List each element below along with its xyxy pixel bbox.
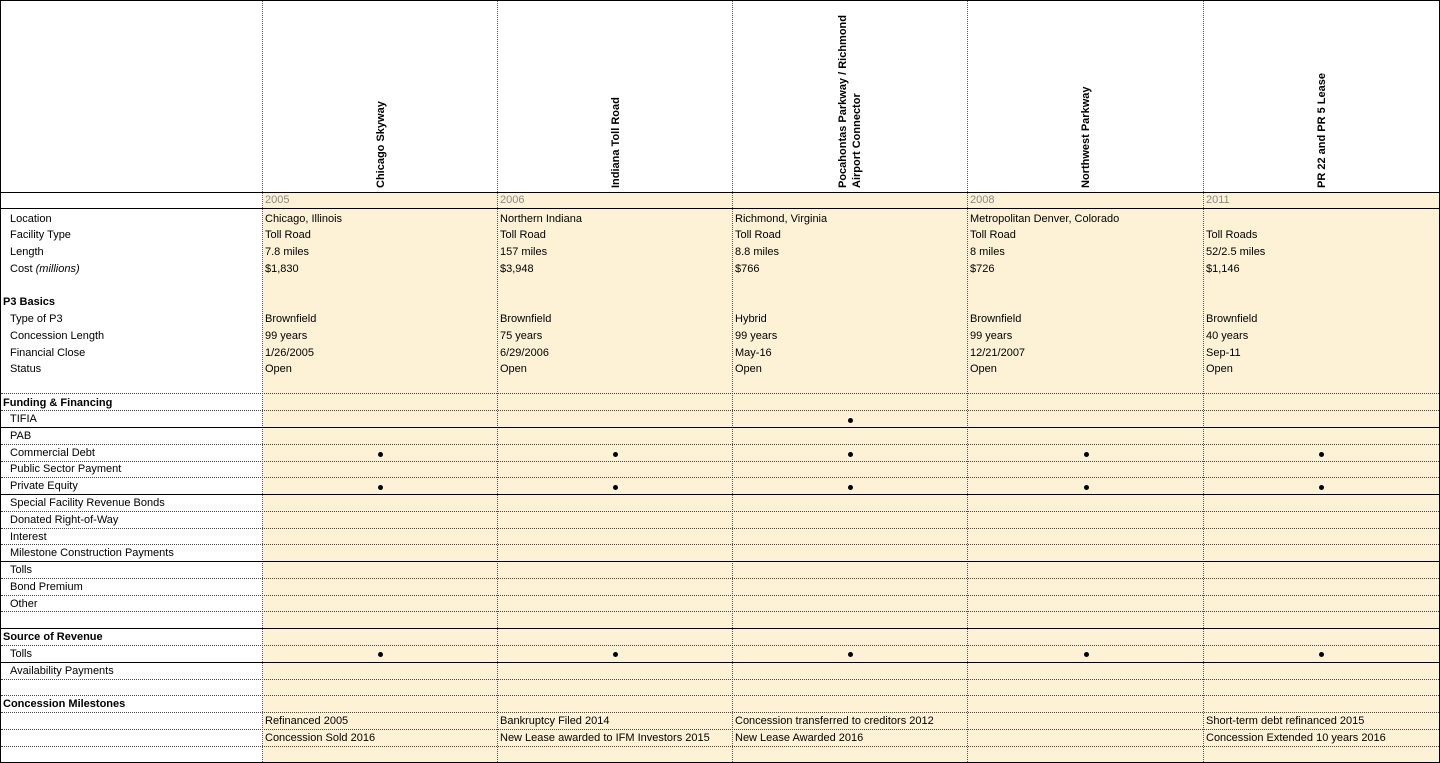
row-label-funding-item: Interest	[10, 530, 47, 543]
row-label-funding-item: Public Sector Payment	[10, 463, 122, 476]
row-divider	[1, 746, 1439, 747]
cell-length: 52/2.5 miles	[1206, 246, 1266, 258]
cell-facility-type: Toll Road	[735, 229, 781, 241]
row-divider	[1, 444, 1439, 445]
funding-marker	[613, 452, 618, 457]
funding-marker	[378, 452, 383, 457]
cell-status: Open	[1206, 363, 1233, 375]
row-divider	[1, 679, 1439, 680]
column-header-text: Northwest Parkway	[1080, 86, 1092, 188]
row-label-cost	[1, 261, 80, 277]
cell-length: 157 miles	[500, 246, 548, 258]
row-label-revenue-item: Availability Payments	[10, 665, 114, 677]
row-label-funding-item: Milestone Construction Payments	[10, 547, 174, 560]
funding-marker	[1319, 452, 1324, 457]
row-label-facility-type: Facility Type	[10, 229, 71, 241]
row-divider	[1, 628, 1439, 629]
cell-facility-type: Toll Roads	[1206, 229, 1258, 241]
row-label-revenue-item: Tolls	[10, 648, 33, 660]
cell-milestone: Concession transferred to creditors 2012	[735, 715, 934, 727]
cell-length: 8 miles	[970, 246, 1005, 258]
column-header	[263, 1, 498, 192]
row-divider	[1, 645, 1439, 646]
cell-milestone: Bankruptcy Filed 2014	[500, 715, 610, 727]
row-label-funding-item: Private Equity	[10, 480, 78, 493]
row-divider	[1, 427, 1439, 428]
cell-milestone: Short-term debt refinanced 2015	[1206, 715, 1365, 727]
cell-financial-close: Sep-11	[1206, 347, 1241, 359]
row-label-concession-length: Concession Length	[10, 330, 105, 342]
row-divider	[1, 410, 1439, 411]
row-divider	[1, 611, 1439, 612]
column-year: 2005	[265, 194, 290, 206]
column-year: 2008	[970, 194, 995, 206]
cell-cost: $1,146	[1206, 263, 1240, 275]
cell-facility-type: Toll Road	[265, 229, 311, 241]
cell-cost: $3,948	[500, 263, 534, 275]
cell-location: Chicago, Illinois	[265, 213, 343, 225]
column-header-text: Chicago Skyway	[374, 101, 387, 188]
cell-length: 8.8 miles	[735, 246, 780, 258]
section-p3-basics: P3 Basics	[3, 296, 55, 308]
column-header	[733, 1, 968, 192]
row-divider	[1, 561, 1439, 562]
row-divider	[1, 511, 1439, 512]
row-label-type-of-p3: Type of P3	[10, 313, 63, 325]
cell-status: Open	[500, 363, 527, 375]
row-divider	[1, 494, 1439, 495]
cell-p3-type: Brownfield	[1206, 313, 1258, 325]
column-header	[968, 1, 1204, 192]
row-label-funding-item: Commercial Debt	[10, 446, 95, 459]
row-divider	[1, 578, 1439, 579]
revenue-marker	[613, 652, 618, 657]
row-label-funding-item: PAB	[10, 429, 32, 442]
row-divider	[1, 393, 1439, 394]
revenue-marker	[378, 652, 383, 657]
cell-location: Metropolitan Denver, Colorado	[970, 213, 1120, 225]
column-header-text: PR 22 and PR 5 Lease	[1315, 73, 1328, 188]
row-label-funding-item: Other	[10, 597, 38, 610]
cell-milestone: Concession Sold 2016	[265, 732, 376, 744]
cell-concession-length: 99 years	[735, 330, 778, 342]
cell-p3-type: Brownfield	[265, 313, 317, 325]
cell-financial-close: May-16	[735, 347, 772, 359]
cell-p3-type: Brownfield	[970, 313, 1022, 325]
cell-facility-type: Toll Road	[500, 229, 546, 241]
row-label-financial-close: Financial Close	[10, 347, 86, 359]
column-header	[498, 1, 733, 192]
cell-cost: $726	[970, 263, 995, 275]
row-divider	[1, 695, 1439, 696]
cell-financial-close: 1/26/2005	[265, 347, 314, 359]
cell-location: Northern Indiana	[500, 213, 582, 225]
cell-status: Open	[265, 363, 292, 375]
column-year: 2006	[500, 194, 525, 206]
row-label-funding-item: Donated Right-of-Way	[10, 513, 119, 526]
row-divider	[1, 192, 1439, 193]
cell-facility-type: Toll Road	[970, 229, 1016, 241]
section-source-of-revenue: Source of Revenue	[3, 631, 103, 643]
row-label-funding-item: Special Facility Revenue Bonds	[10, 497, 165, 509]
revenue-marker	[848, 652, 853, 657]
cell-length: 7.8 miles	[265, 246, 310, 258]
row-label-funding-item: TIFIA	[10, 413, 37, 425]
cell-p3-type: Hybrid	[735, 313, 767, 325]
cell-financial-close: 6/29/2006	[500, 347, 549, 359]
funding-marker	[848, 418, 853, 423]
cell-concession-length: 99 years	[970, 330, 1013, 342]
row-divider	[1, 528, 1439, 529]
cell-milestone: Concession Extended 10 years 2016	[1206, 732, 1386, 744]
cell-status: Open	[735, 363, 762, 375]
row-divider	[1, 477, 1439, 478]
cell-cost: $766	[735, 263, 760, 275]
cell-status: Open	[970, 363, 997, 375]
row-label-cost-unit: (millions)	[35, 263, 80, 275]
column-header	[1204, 1, 1439, 192]
row-divider	[1, 544, 1439, 545]
row-divider	[1, 595, 1439, 596]
cell-milestone: New Lease awarded to IFM Investors 2015	[500, 732, 710, 744]
row-divider	[1, 208, 1439, 209]
cell-financial-close: 12/21/2007	[970, 347, 1026, 359]
section-concession-milestones: Concession Milestones	[3, 698, 126, 710]
row-divider	[1, 662, 1439, 663]
row-label-status: Status	[10, 363, 42, 375]
cell-cost: $1,830	[265, 263, 299, 275]
funding-marker	[848, 452, 853, 457]
row-label-length: Length	[10, 246, 44, 258]
revenue-marker	[1084, 652, 1089, 657]
cell-concession-length: 75 years	[500, 330, 543, 342]
cell-milestone: New Lease Awarded 2016	[735, 732, 864, 744]
cell-p3-type: Brownfield	[500, 313, 552, 325]
column-header-text: Indiana Toll Road	[609, 97, 622, 188]
row-divider	[1, 461, 1439, 462]
cell-concession-length: 99 years	[265, 330, 308, 342]
section-funding-financing: Funding & Financing	[3, 397, 113, 409]
cell-milestone: Refinanced 2005	[265, 715, 349, 727]
funding-marker	[1084, 452, 1089, 457]
row-label-funding-item: Bond Premium	[10, 581, 83, 593]
revenue-marker	[1319, 652, 1324, 657]
column-year: 2011	[1206, 194, 1230, 206]
row-label-location: Location	[10, 213, 52, 225]
column-header-text: Pocahontas Parkway / Richmond Airport Connector	[836, 15, 863, 188]
cell-concession-length: 40 years	[1206, 330, 1249, 342]
funding-marker	[1084, 485, 1089, 490]
row-label-funding-item: Tolls	[10, 564, 33, 577]
cell-location: Richmond, Virginia	[735, 213, 828, 225]
row-label-cost-text: Cost	[10, 263, 33, 275]
